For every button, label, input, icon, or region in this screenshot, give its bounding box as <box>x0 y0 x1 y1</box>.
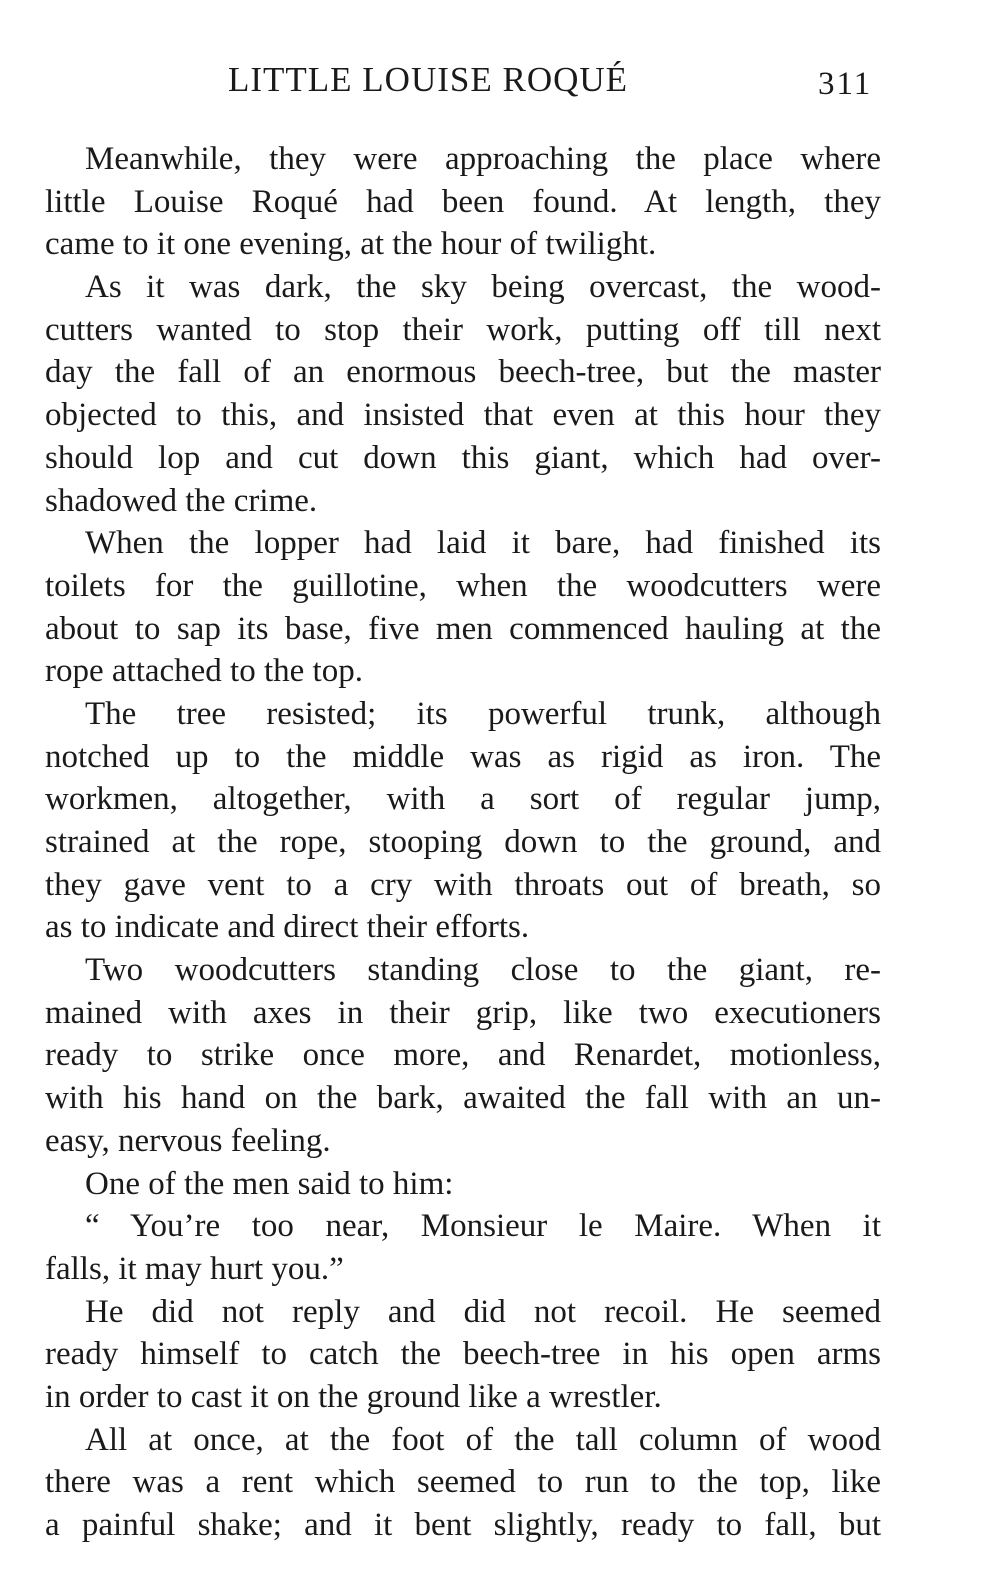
body-text <box>45 138 881 1547</box>
text-line: falls, it may hurt you.” <box>45 1250 344 1287</box>
text-line: workmen, altogether, with a sort of regular jump, <box>45 781 881 818</box>
text-line: came to it one evening, at the hour of twilight. <box>45 226 657 263</box>
text-line: ready to strike once more, and Renardet, motionless, <box>45 1037 881 1074</box>
text-line: “ You’re too near, Monsieur le Maire. When it <box>85 1208 881 1245</box>
text-line: easy, nervous feeling. <box>45 1122 331 1159</box>
text-line: He did not reply and did not recoil. He seemed <box>85 1293 881 1330</box>
text-line: about to sap its base, five men commenced hauling at the <box>45 610 881 647</box>
text-line: ready himself to catch the beech-tree in his open arms <box>45 1336 881 1373</box>
text-line: toilets for the guillotine, when the woodcutters were <box>45 567 881 604</box>
text-line: little Louise Roqué had been found. At length, they <box>45 183 881 220</box>
text-line: shadowed the crime. <box>45 482 318 519</box>
text-line: cutters wanted to stop their work, putting off till next <box>45 311 881 348</box>
text-line: a painful shake; and it bent slightly, ready to fall, but <box>45 1507 881 1543</box>
text-line: Meanwhile, they were approaching the place where <box>85 141 881 177</box>
text-line: As it was dark, the sky being overcast, the wood- <box>85 269 881 306</box>
text-line: in order to cast it on the ground like a wrestler. <box>45 1378 662 1415</box>
text-line: Two woodcutters standing close to the giant, re- <box>85 952 881 989</box>
text-line: there was a rent which seemed to run to the top, like <box>45 1464 881 1501</box>
text-line: All at once, at the foot of the tall column of wood <box>85 1421 881 1458</box>
text-line: mained with axes in their grip, like two executioners <box>45 994 881 1031</box>
page-number: 311 <box>818 66 873 102</box>
text-line: should lop and cut down this giant, which had over- <box>45 439 881 476</box>
text-line: notched up to the middle was as rigid as iron. The <box>45 738 881 775</box>
text-line: objected to this, and insisted that even at this hour they <box>45 397 881 434</box>
text-line: with his hand on the bark, awaited the fall with an un- <box>45 1080 881 1117</box>
text-line: One of the men said to him: <box>85 1165 454 1202</box>
text-line: strained at the rope, stooping down to the ground, and <box>45 824 881 860</box>
text-line: The tree resisted; its powerful trunk, although <box>85 695 881 732</box>
text-line: When the lopper had laid it bare, had finished its <box>85 525 881 562</box>
text-line: rope attached to the top. <box>45 653 363 690</box>
running-title: LITTLE LOUISE ROQUÉ <box>228 60 629 99</box>
text-line: they gave vent to a cry with throats out of breath, so <box>45 866 881 903</box>
text-line: day the fall of an enormous beech-tree, but the master <box>45 354 881 391</box>
text-line: as to indicate and direct their efforts. <box>45 909 530 946</box>
